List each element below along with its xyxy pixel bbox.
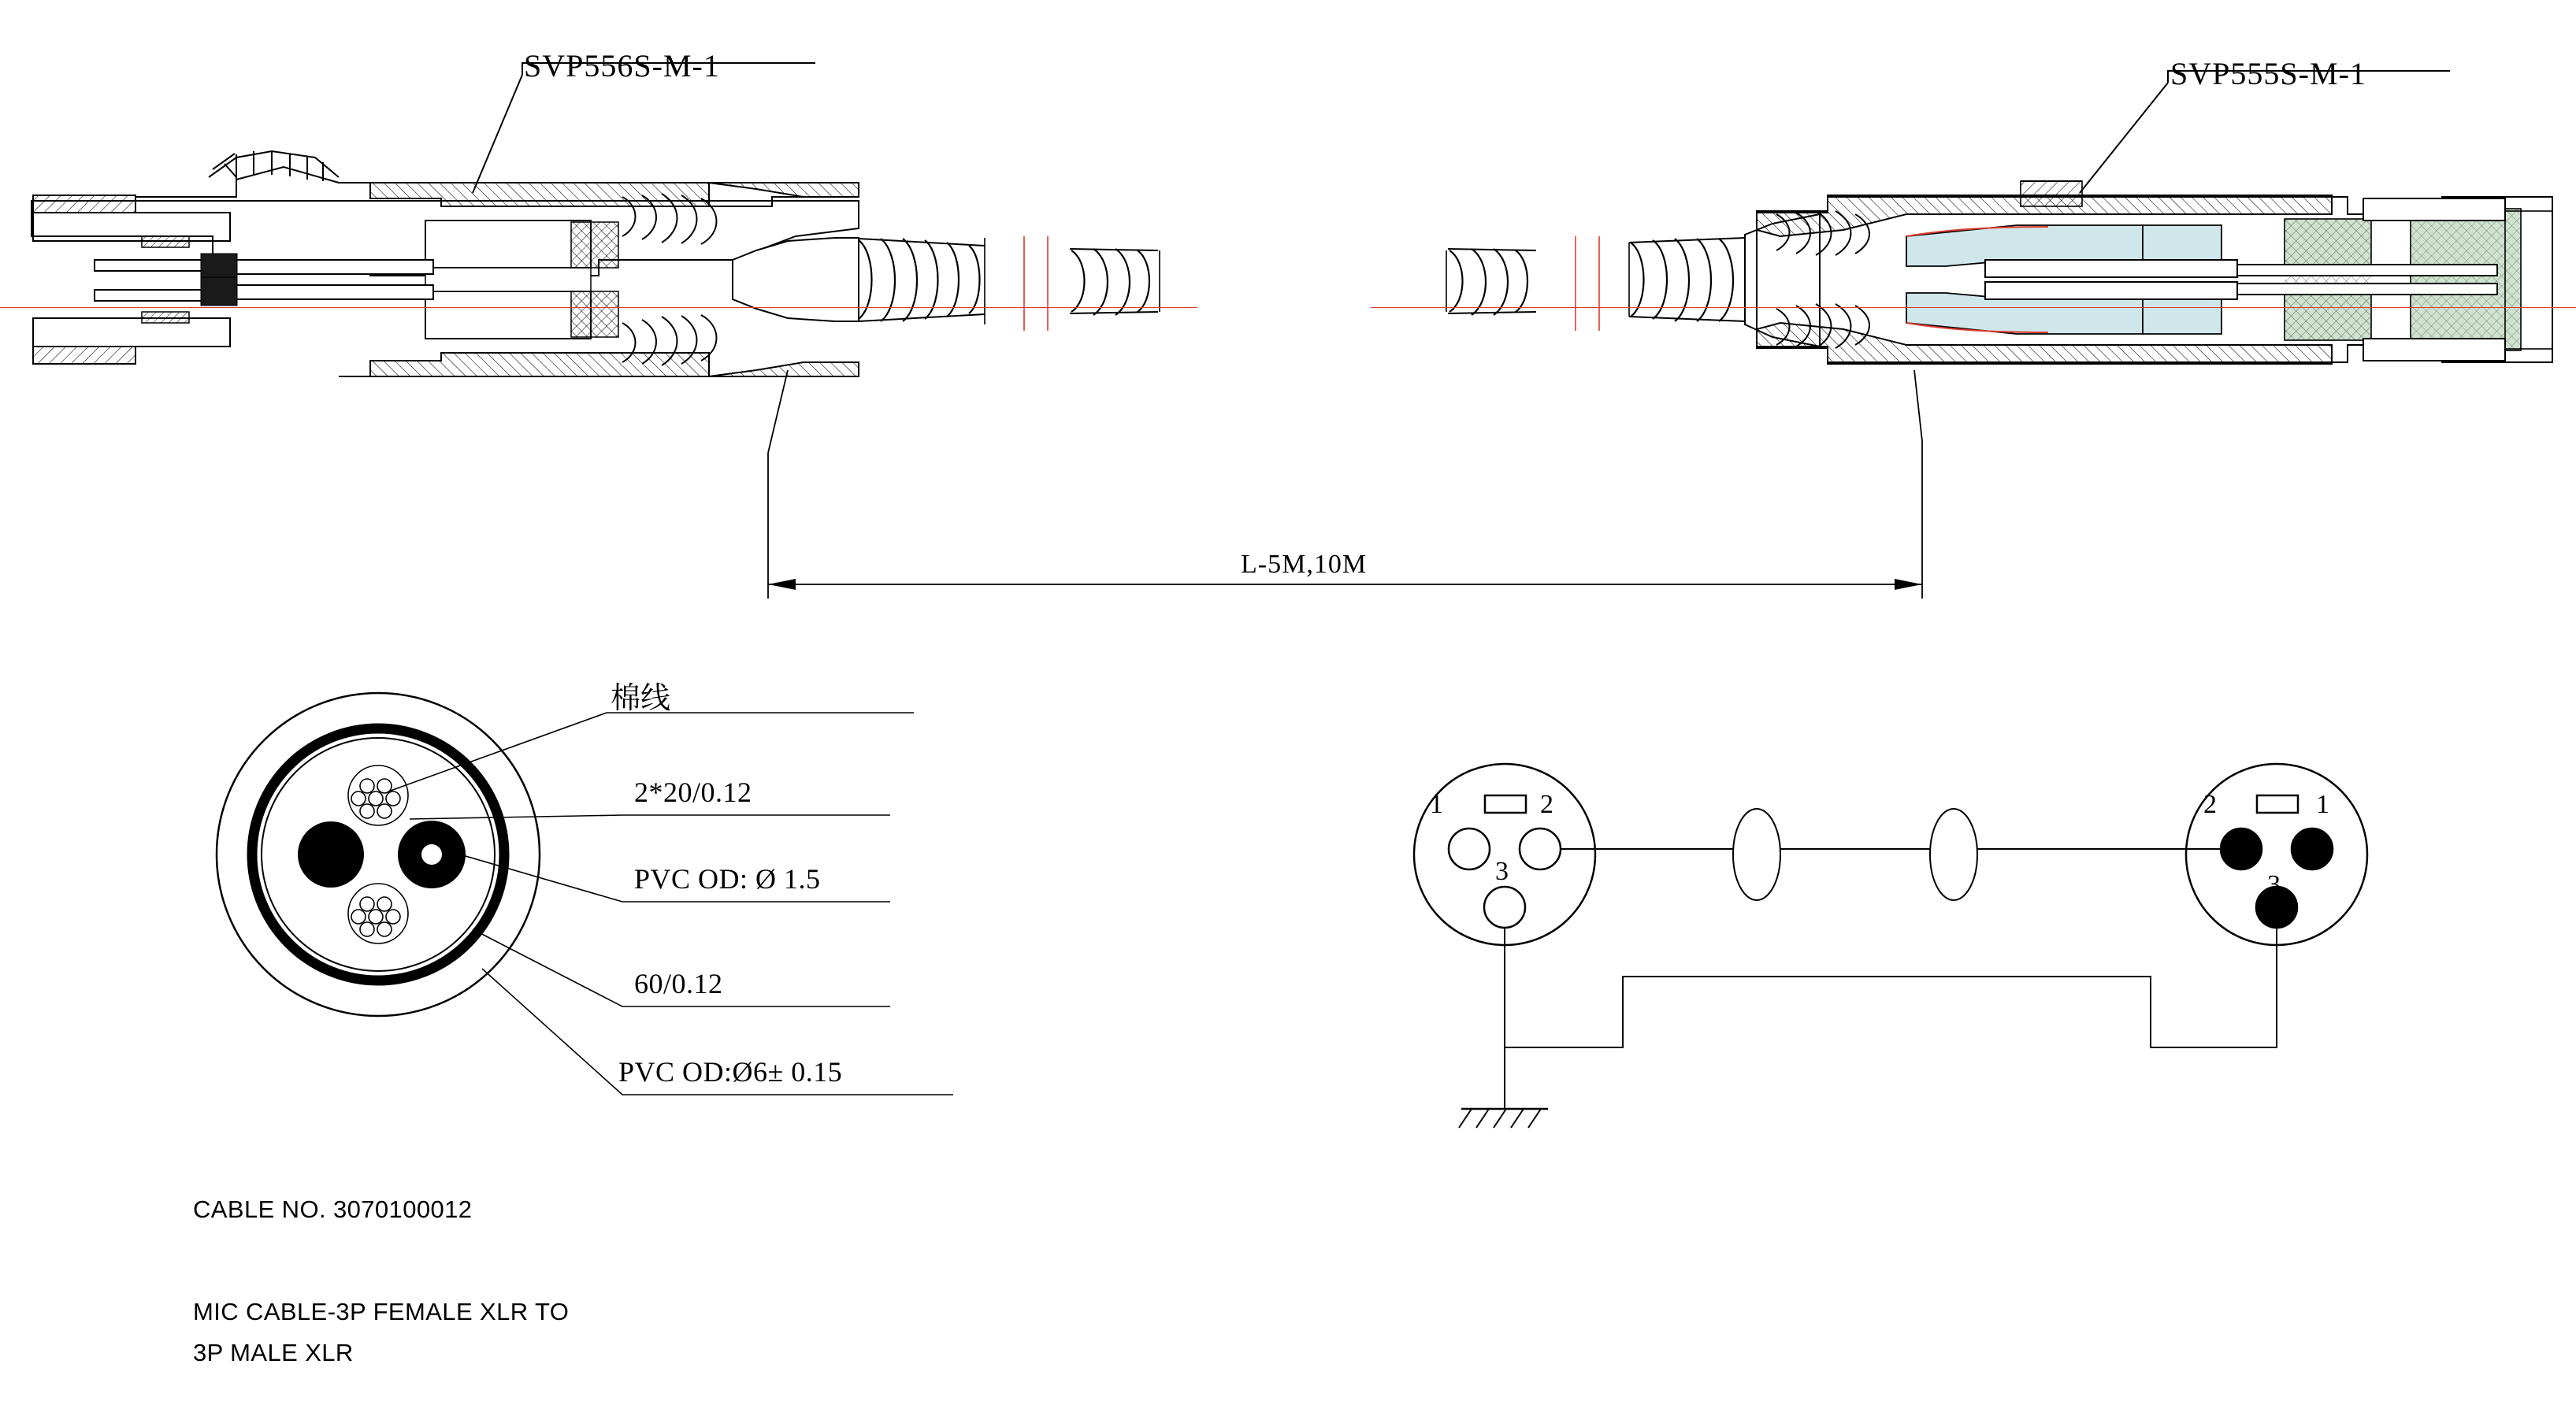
titleblock-description-line2: 3P MALE XLR (193, 1339, 354, 1366)
pin-label-right-3: 3 (2267, 870, 2281, 899)
pin-label-right-2: 2 (2203, 790, 2217, 819)
callout-pvc-od-6: PVC OD:Ø6± 0.15 (618, 1056, 843, 1088)
titleblock-description-line1: MIC CABLE-3P FEMALE XLR TO (193, 1298, 570, 1325)
label-connector-right: SVP555S-M-1 (2170, 56, 2366, 91)
callout-shield-60: 60/0.12 (634, 968, 723, 999)
length-dimension-label: L-5M,10M (1241, 550, 1368, 579)
titleblock-cable-no: CABLE NO. 3070100012 (193, 1195, 473, 1223)
callout-pvc-od-1-5: PVC OD: Ø 1.5 (634, 863, 821, 895)
callout-cotton-thread: 棉线 (611, 682, 671, 715)
callout-conductor-2x20: 2*20/0.12 (634, 777, 752, 808)
pin-label-left-2: 2 (1540, 790, 1553, 819)
pin-label-left-3: 3 (1495, 857, 1509, 886)
pin-label-right-1: 1 (2316, 790, 2329, 819)
label-connector-left: SVP556S-M-1 (524, 48, 720, 83)
pin-label-left-1: 1 (1430, 790, 1443, 819)
